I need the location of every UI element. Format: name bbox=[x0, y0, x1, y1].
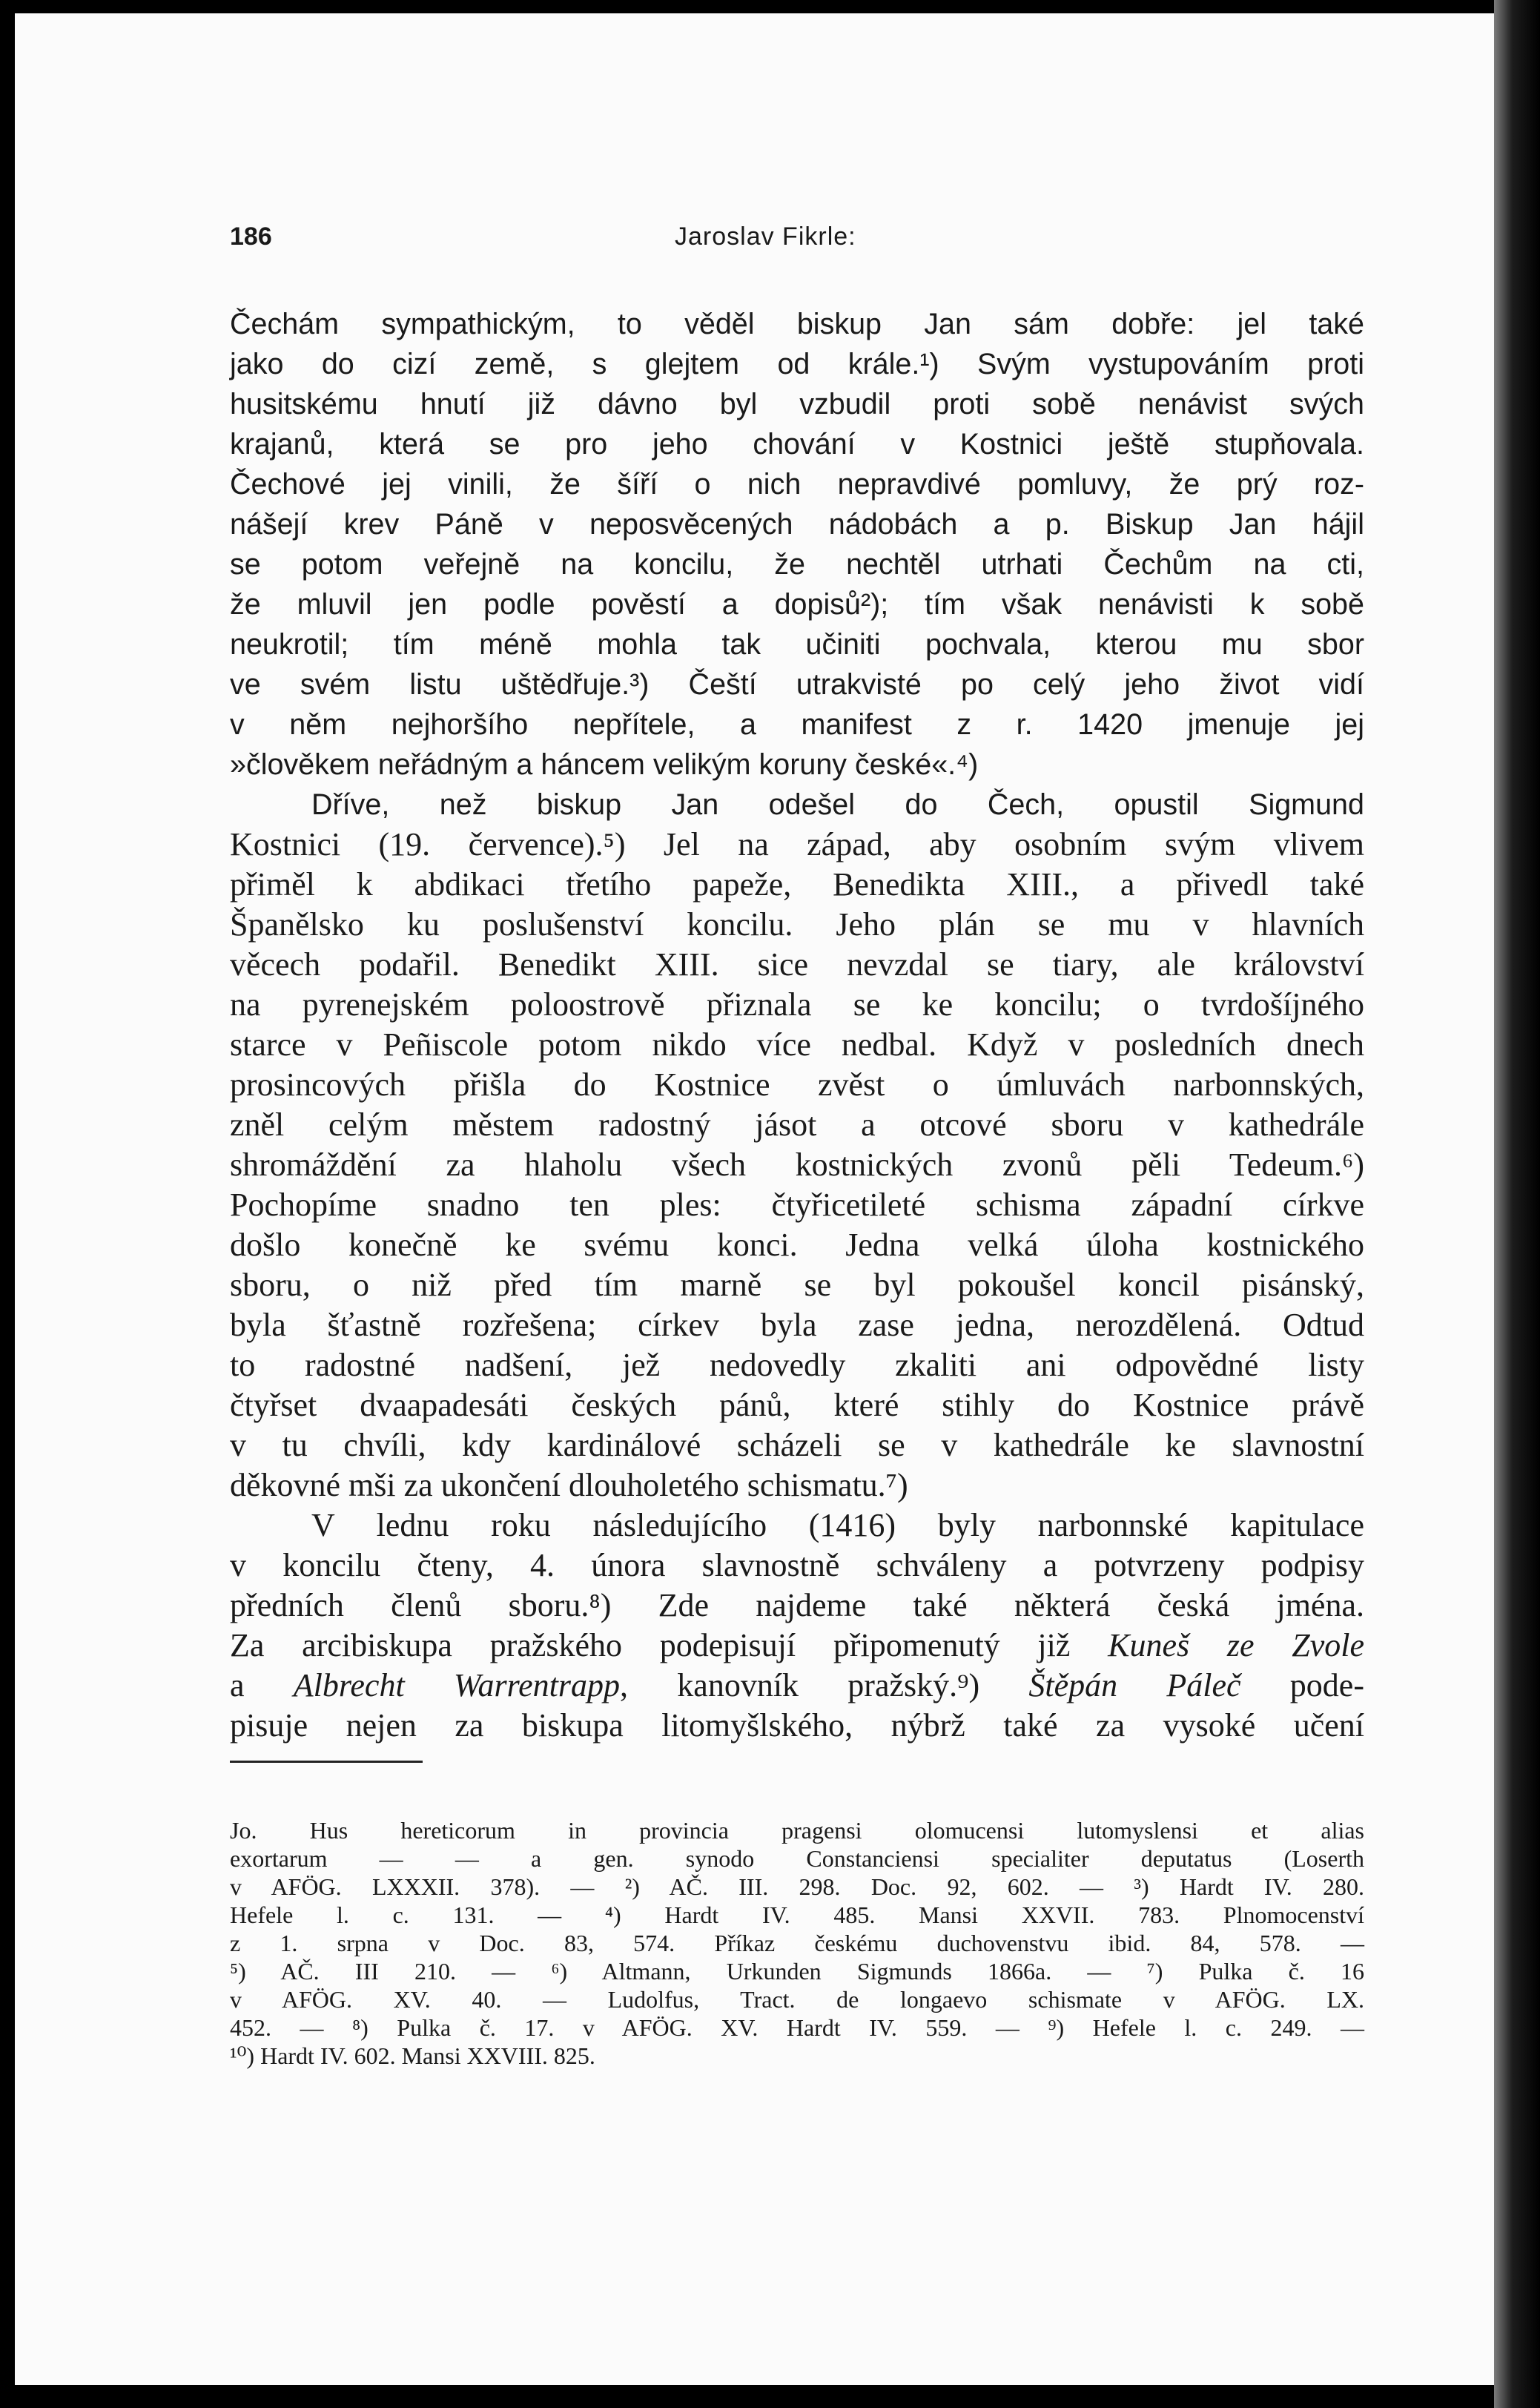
footnote-rule bbox=[230, 1761, 423, 1763]
text-line: došlo konečně ke svému konci. Jedna velká úloha kostnického bbox=[230, 1227, 1364, 1263]
paragraph-3 bbox=[230, 1505, 1364, 1746]
text-line: čtyřset dvaapadesáti českých pánů, které stihly do Kostnice právě bbox=[230, 1387, 1364, 1423]
footnote-line: z 1. srpna v Doc. 83, 574. Příkaz českému duchovenstvu ibid. 84, 578. — bbox=[230, 1930, 1364, 1956]
text-run: , kanovník pražský.⁹) bbox=[620, 1667, 1029, 1703]
page-text bbox=[230, 222, 1364, 2070]
text-line: na pyrenejském poloostrově přiznala se ke koncilu; o tvrdošíjného bbox=[230, 986, 1364, 1023]
page-number: 186 bbox=[230, 222, 272, 251]
text-line: pisuje nejen za biskupa litomyšlského, nýbrž také za vysoké učení bbox=[230, 1707, 1364, 1744]
text-line: Čechám sympathickým, to věděl biskup Jan sám dobře: jel také bbox=[230, 308, 1364, 340]
footnotes bbox=[230, 1816, 1364, 2070]
paragraph-2 bbox=[230, 825, 1364, 1505]
text-line: Španělsko ku poslušenství koncilu. Jeho plán se mu v hlavních bbox=[230, 906, 1364, 943]
text-line: jako do cizí země, s glejtem od krále.¹) Svým vystupováním proti bbox=[230, 348, 1364, 380]
person-name-warrentrapp: Albrecht Warrentrapp bbox=[293, 1667, 621, 1703]
text-line: to radostné nadšení, jež nedovedly zkaliti ani odpovědné listy bbox=[230, 1347, 1364, 1383]
footnote-line: 452. — ⁸) Pulka č. 17. v AFÖG. XV. Hardt IV. 559. — ⁹) Hefele l. c. 249. — bbox=[230, 2014, 1364, 2041]
footnote-line: Hefele l. c. 131. — ⁴) Hardt IV. 485. Mansi XXVII. 783. Plnomocenství bbox=[230, 1901, 1364, 1928]
scan-border-shadow bbox=[1494, 0, 1540, 2408]
text-line: sboru, o niž před tím marně se byl pokoušel koncil pisánský, bbox=[230, 1267, 1364, 1303]
page-header bbox=[230, 222, 1364, 267]
running-head: Jaroslav Fikrle: bbox=[675, 222, 856, 251]
text-line: shromáždění za hlaholu všech kostnických zvonů pěli Tedeum.⁶) bbox=[230, 1147, 1364, 1183]
text-run: a bbox=[230, 1667, 294, 1703]
text-run: pode- bbox=[1240, 1667, 1364, 1703]
text-line: v tu chvíli, kdy kardinálové scházeli se v kathedrále ke slavnostní bbox=[230, 1427, 1364, 1463]
text-line: Čechové jej vinili, že šíří o nich nepravdivé pomluvy, že prý roz- bbox=[230, 468, 1364, 501]
text-run: Za arcibiskupa pražského podepisují připomenutý již bbox=[230, 1627, 1108, 1663]
text-line: zněl celým městem radostný jásot a otcové sboru v kathedrále bbox=[230, 1106, 1364, 1143]
text-line: se potom veřejně na koncilu, že nechtěl utrhati Čechům na cti, bbox=[230, 548, 1364, 581]
text-line: husitskému hnutí již dávno byl vzbudil proti sobě nenávist svých bbox=[230, 388, 1364, 420]
text-line: předních členů sboru.⁸) Zde najdeme také některá česká jména. bbox=[230, 1587, 1364, 1623]
text-line: V lednu roku následujícího (1416) byly narbonnské kapitulace bbox=[311, 1507, 1364, 1543]
paragraph-1 bbox=[230, 304, 1364, 825]
footnote-line: Jo. Hus hereticorum in provincia pragensi olomucensi lutomyslensi et alias bbox=[230, 1817, 1364, 1844]
text-line bbox=[230, 1626, 1364, 1666]
footnote-line: v AFÖG. LXXXII. 378). — ²) AČ. III. 298. Doc. 92, 602. — ³) Hardt IV. 280. bbox=[230, 1873, 1364, 1900]
footnote-line: exortarum — — a gen. synodo Constanciensi specialiter deputatus (Loserth bbox=[230, 1845, 1364, 1872]
text-line: ve svém listu uštědřuje.³) Čeští utrakvisté po celý jeho život vidí bbox=[230, 668, 1364, 701]
text-line: v koncilu čteny, 4. února slavnostně schváleny a potvrzeny podpisy bbox=[230, 1547, 1364, 1583]
text-line: že mluvil jen podle pověstí a dopisů²); tím však nenávisti k sobě bbox=[230, 588, 1364, 621]
text-line: Pochopíme snadno ten ples: čtyřicetileté schisma západní církve bbox=[230, 1187, 1364, 1223]
footnote-line: ¹⁰) Hardt IV. 602. Mansi XXVIII. 825. bbox=[230, 2042, 595, 2069]
text-line: neukrotil; tím méně mohla tak učiniti pochvala, kterou mu sbor bbox=[230, 628, 1364, 661]
text-line: starce v Peñiscole potom nikdo více nedbal. Když v posledních dnech bbox=[230, 1026, 1364, 1063]
text-line bbox=[230, 1666, 1364, 1706]
footnote-line: ⁵) AČ. III 210. — ⁶) Altmann, Urkunden Sigmunds 1866a. — ⁷) Pulka č. 16 bbox=[230, 1958, 1364, 1985]
text-line: děkovné mši za ukončení dlouholetého schismatu.⁷) bbox=[230, 1467, 908, 1503]
text-line: Kostnici (19. července).⁵) Jel na západ, aby osobním svým vlivem bbox=[230, 826, 1364, 862]
text-line: »člověkem neřádným a háncem velikým koruny české«.⁴) bbox=[230, 748, 979, 781]
text-line: prosincových přišla do Kostnice zvěst o úmluvách narbonnských, bbox=[230, 1066, 1364, 1103]
text-line: věcech podařil. Benedikt XIII. sice nevzdal se tiary, ale království bbox=[230, 946, 1364, 983]
person-name-palec: Štěpán Páleč bbox=[1028, 1667, 1241, 1703]
text-line: krajanů, která se pro jeho chování v Kostnici ještě stupňovala. bbox=[230, 428, 1364, 461]
text-line: přiměl k abdikaci třetího papeže, Benedikta XIII., a přivedl také bbox=[230, 866, 1364, 903]
text-line: Dříve, než biskup Jan odešel do Čech, opustil Sigmund bbox=[311, 788, 1364, 821]
person-name-kunes: Kuneš ze Zvole bbox=[1108, 1627, 1364, 1663]
footnote-line: v AFÖG. XV. 40. — Ludolfus, Tract. de longaevo schismate v AFÖG. LX. bbox=[230, 1986, 1364, 2013]
text-line: nášejí krev Páně v neposvěcených nádobách a p. Biskup Jan hájil bbox=[230, 508, 1364, 541]
text-line: v něm nejhoršího nepřítele, a manifest z r. 1420 jmenuje jej bbox=[230, 708, 1364, 741]
text-line: byla šťastně rozřešena; církev byla zase jedna, nerozdělená. Odtud bbox=[230, 1307, 1364, 1343]
